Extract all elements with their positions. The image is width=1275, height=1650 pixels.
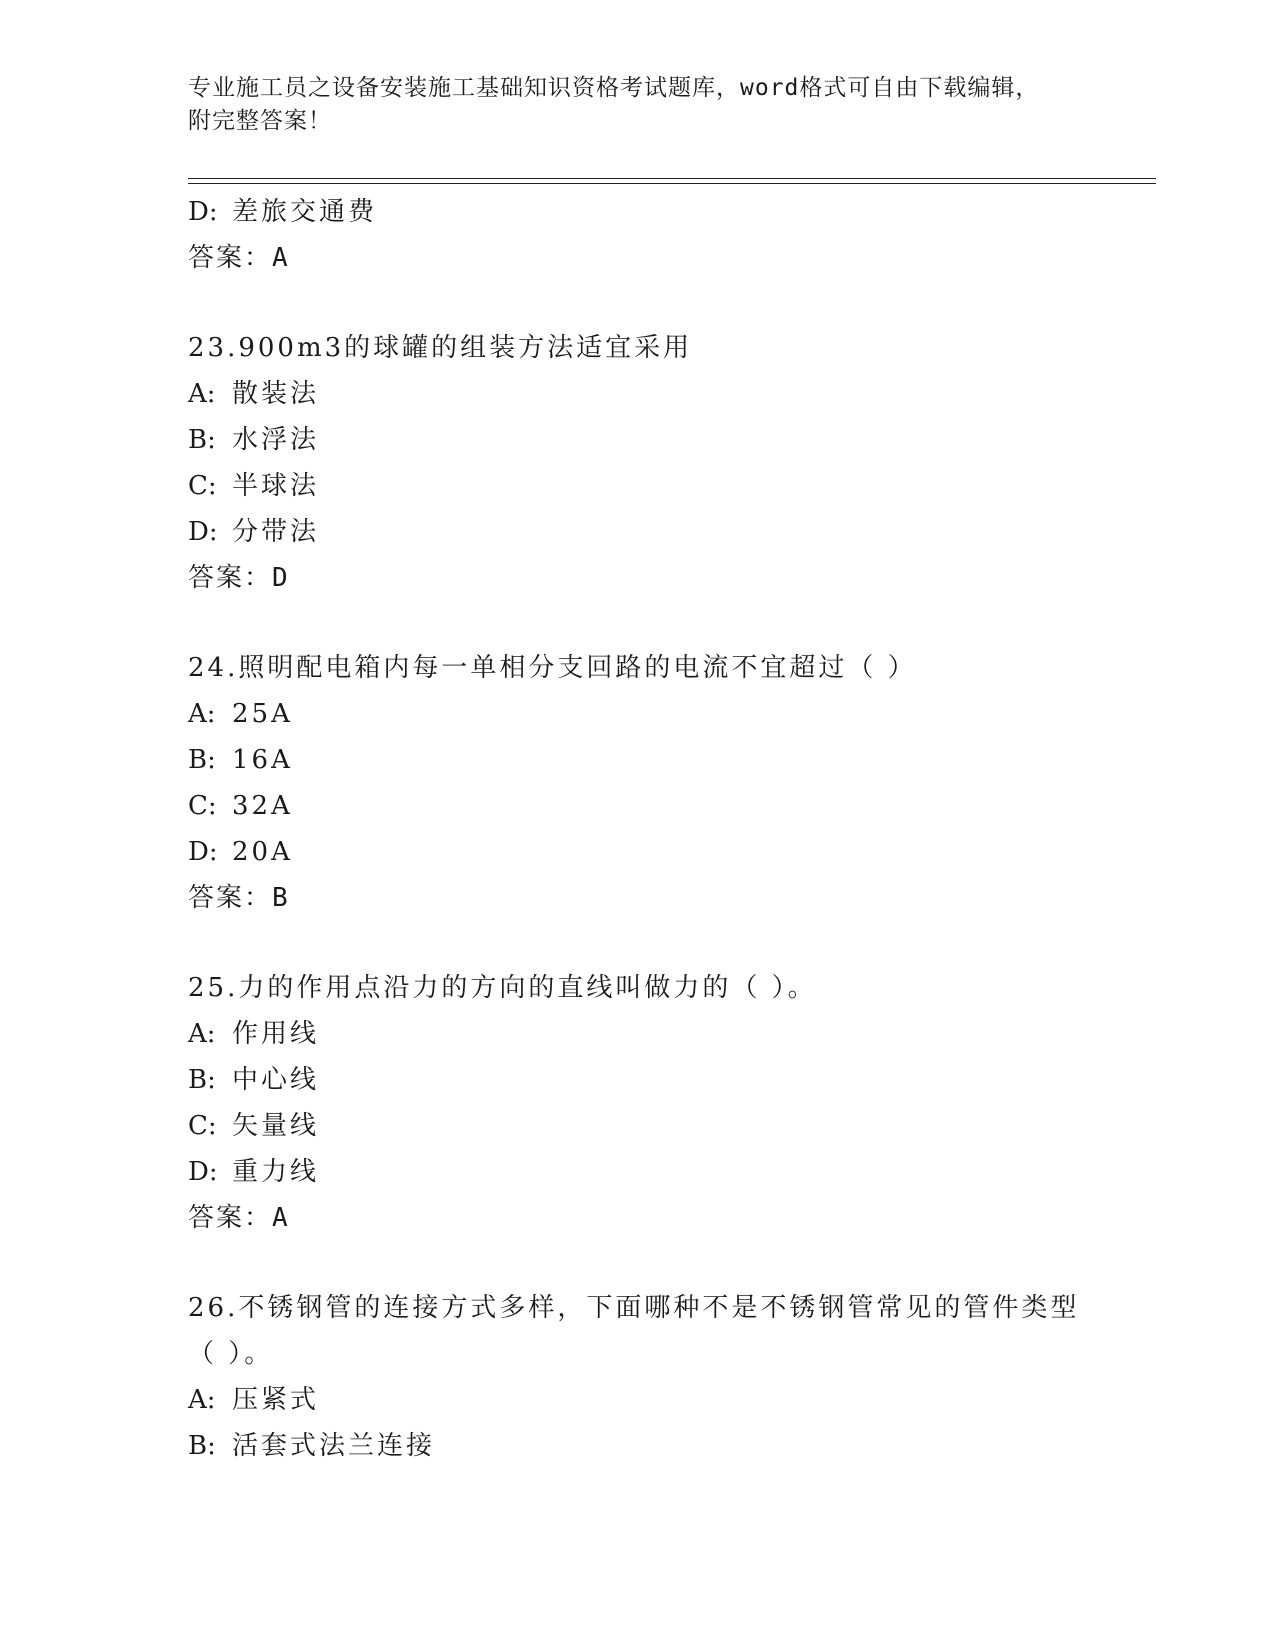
option-text: 16A [232, 745, 293, 775]
option-letter: B: [188, 1065, 216, 1095]
option-text: 20A [232, 837, 293, 867]
option-text: 活套式法兰连接 [232, 1431, 436, 1461]
option-text: 32A [232, 791, 293, 821]
option-letter: A: [188, 1385, 216, 1415]
question-title: 26.不锈钢管的连接方式多样，下面哪种不是不锈钢管常见的管件类型（ ）。 [188, 1293, 1080, 1369]
option-text: 重力线 [232, 1157, 320, 1187]
option-text: 散装法 [232, 379, 320, 409]
option-text: 中心线 [232, 1065, 320, 1095]
header-line-2: 附完整答案！ [188, 108, 332, 134]
option-text: 水浮法 [232, 425, 320, 455]
answer-label: 答案： [188, 243, 273, 273]
answer-line [188, 235, 1156, 281]
option-a [188, 691, 1156, 737]
answer-label: 答案： [188, 1203, 273, 1233]
answer-line [188, 875, 1156, 921]
option-d [188, 509, 1156, 555]
option-letter: D: [188, 517, 218, 547]
option-d [188, 1149, 1156, 1195]
answer-line [188, 555, 1156, 601]
document-header [188, 72, 1068, 138]
option-letter: D: [188, 197, 218, 227]
option-c [188, 463, 1156, 509]
option-b [188, 737, 1156, 783]
option-letter: A: [188, 379, 216, 409]
answer-line [188, 1195, 1156, 1241]
answer-key: D [272, 563, 290, 593]
option-letter: A: [188, 699, 216, 729]
option-d [188, 189, 1156, 235]
option-text: 作用线 [232, 1019, 320, 1049]
option-b [188, 1423, 1156, 1469]
option-letter: C: [188, 1111, 217, 1141]
option-letter: B: [188, 425, 216, 455]
question-title: 25.力的作用点沿力的方向的直线叫做力的（ ）。 [188, 973, 817, 1003]
question-title: 23.900m3的球罐的组装方法适宜采用 [188, 333, 693, 363]
option-text: 半球法 [232, 471, 320, 501]
option-a [188, 1011, 1156, 1057]
option-letter: B: [188, 1431, 216, 1461]
answer-key: A [272, 1203, 290, 1233]
header-line-1: 专业施工员之设备安装施工基础知识资格考试题库，word格式可自由下载编辑， [188, 75, 1040, 101]
option-letter: D: [188, 837, 218, 867]
option-a [188, 371, 1156, 417]
option-text: 差旅交通费 [232, 197, 378, 227]
question-title: 24.照明配电箱内每一单相分支回路的电流不宜超过（ ） [188, 653, 917, 683]
option-letter: D: [188, 1157, 218, 1187]
option-c [188, 783, 1156, 829]
header-divider-top [188, 178, 1156, 179]
option-letter: B: [188, 745, 216, 775]
option-text: 矢量线 [232, 1111, 320, 1141]
option-b [188, 1057, 1156, 1103]
option-text: 25A [232, 699, 293, 729]
answer-label: 答案： [188, 563, 273, 593]
option-c [188, 1103, 1156, 1149]
option-a [188, 1377, 1156, 1423]
answer-key: A [272, 243, 290, 273]
header-divider-bottom [188, 183, 1156, 184]
option-b [188, 417, 1156, 463]
option-letter: C: [188, 471, 217, 501]
question-list [188, 189, 1156, 1469]
option-text: 压紧式 [232, 1385, 320, 1415]
answer-key: B [272, 883, 290, 913]
option-letter: A: [188, 1019, 216, 1049]
option-letter: C: [188, 791, 217, 821]
answer-label: 答案： [188, 883, 273, 913]
option-text: 分带法 [232, 517, 320, 547]
option-d [188, 829, 1156, 875]
